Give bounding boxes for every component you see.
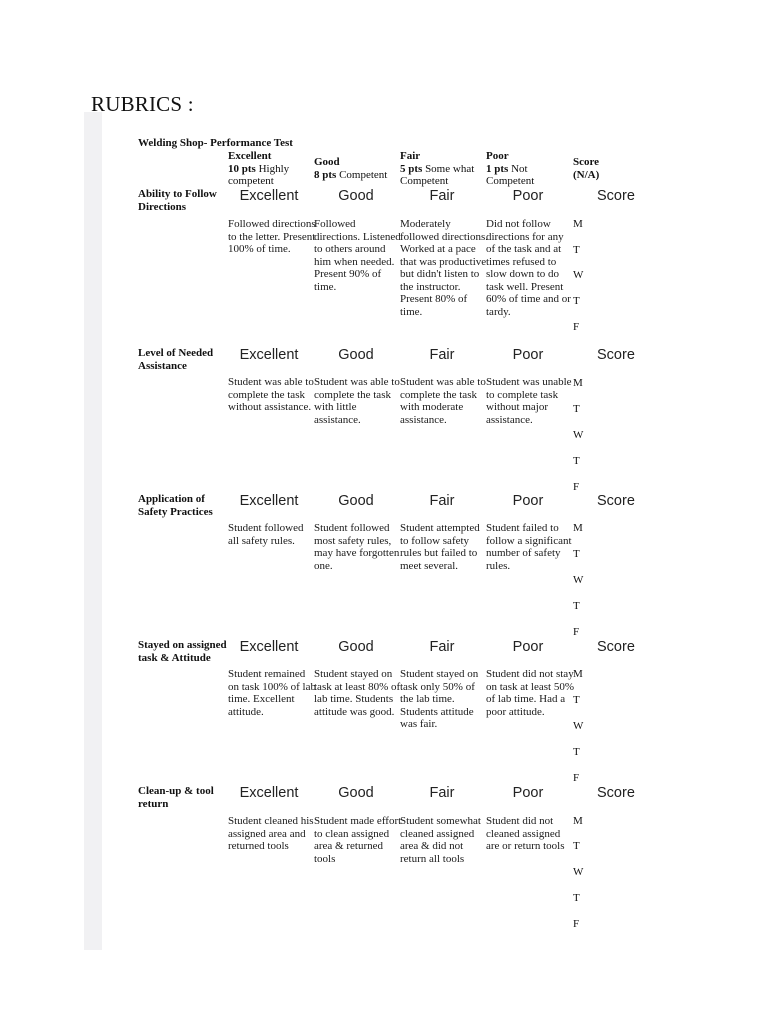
description-poor: Student did not cleaned assigned are or return tools (486, 815, 565, 852)
header-level-pts: 5 pts (400, 162, 423, 175)
level-label-fair: Fair (429, 639, 455, 655)
level-label-poor: Poor (512, 639, 544, 655)
level-label-excellent: Excellent (239, 785, 299, 801)
day-monday: M (573, 668, 583, 680)
header-level-desc: Some what Competent (400, 162, 475, 187)
level-label-fair: Fair (429, 347, 455, 363)
criterion-name: Stayed on assigned task & Attitude (138, 639, 227, 664)
level-label-poor: Poor (512, 347, 544, 363)
header-level-pts: 1 pts (486, 162, 509, 175)
day-wednesday: W (573, 269, 584, 281)
level-label-excellent: Excellent (239, 639, 299, 655)
description-good: Followed directions. Listened to others around him when needed. Present 90% of time. (314, 218, 401, 293)
level-label-good: Good (338, 347, 374, 363)
level-label-good: Good (338, 639, 374, 655)
header-level-name: Fair (400, 150, 421, 162)
header-poor (486, 150, 576, 188)
description-good: Student stayed on task at least 80% of lab time. Students attitude was good. (314, 668, 401, 718)
score-label: Score (597, 347, 635, 363)
header-good (314, 156, 404, 181)
description-fair: Student stayed on task only 50% of the lab time. Students attitude was fair. (400, 668, 479, 730)
header-fair (400, 150, 490, 188)
day-wednesday: W (573, 720, 584, 732)
level-label-fair: Fair (429, 493, 455, 509)
description-good: Student followed most safety rules, may have forgotten one. (314, 522, 400, 572)
criterion-name: Ability to Follow Directions (138, 188, 217, 213)
criterion-name: Clean-up & tool return (138, 785, 214, 810)
day-monday: M (573, 377, 583, 389)
description-poor: Student was unable to complete task without major assistance. (486, 376, 572, 426)
description-poor: Did not follow directions for any of the task and at times refused to slow down to do task well. Present 60% of time and or tardy. (486, 218, 571, 318)
score-label: Score (597, 639, 635, 655)
day-friday: F (573, 626, 580, 638)
day-wednesday: W (573, 574, 584, 586)
header-score: Score (N/A) (573, 156, 600, 181)
description-excellent: Followed directions to the letter. Present 100% of time. (228, 218, 316, 255)
day-friday: F (573, 772, 580, 784)
description-good: Student was able to complete the task with little assistance. (314, 376, 400, 426)
day-tuesday: T (573, 694, 580, 706)
header-level-desc: Competent (339, 168, 388, 181)
criterion-name: Level of Needed Assistance (138, 347, 214, 372)
description-poor: Student did not stay on task at least 50% of lab time. Had a poor attitude. (486, 668, 574, 718)
day-thursday: T (573, 892, 580, 904)
day-tuesday: T (573, 244, 580, 256)
level-label-good: Good (338, 188, 374, 204)
description-fair: Moderately followed directions. Worked at a pace that was productive but didn't listen to the instructor. Present 80% of time. (400, 218, 488, 318)
description-good: Student made effort to clean assigned area & returned tools (314, 815, 402, 865)
criterion-name: Application of Safety Practices (138, 493, 213, 518)
score-label: Score (597, 493, 635, 509)
header-level-name: Excellent (228, 150, 272, 162)
rubric-title: Welding Shop- Performance Test (138, 137, 293, 149)
header-level-name: Good (314, 156, 340, 168)
level-label-good: Good (338, 785, 374, 801)
level-label-poor: Poor (512, 188, 544, 204)
header-level-pts: 8 pts (314, 168, 337, 181)
header-level-desc: Highly competent (228, 162, 290, 187)
day-tuesday: T (573, 548, 580, 560)
description-excellent: Student followed all safety rules. (228, 522, 304, 547)
header-level-pts: 10 pts (228, 162, 256, 175)
day-thursday: T (573, 295, 580, 307)
description-fair: Student somewhat cleaned assigned area & did not return all tools (400, 815, 481, 865)
day-monday: M (573, 815, 583, 827)
day-tuesday: T (573, 840, 580, 852)
level-label-poor: Poor (512, 785, 544, 801)
day-friday: F (573, 481, 580, 493)
day-thursday: T (573, 746, 580, 758)
day-thursday: T (573, 600, 580, 612)
description-fair: Student was able to complete the task with moderate assistance. (400, 376, 486, 426)
level-label-fair: Fair (429, 188, 455, 204)
level-label-excellent: Excellent (239, 347, 299, 363)
day-monday: M (573, 218, 583, 230)
header-level-name: Poor (486, 150, 509, 162)
day-wednesday: W (573, 866, 584, 878)
day-monday: M (573, 522, 583, 534)
day-wednesday: W (573, 429, 584, 441)
description-excellent: Student was able to complete the task without assistance. (228, 376, 314, 413)
description-excellent: Student cleaned his assigned area and returned tools (228, 815, 314, 852)
level-label-excellent: Excellent (239, 188, 299, 204)
header-level-desc: Not Competent (486, 162, 535, 187)
day-friday: F (573, 321, 580, 333)
score-label: Score (597, 188, 635, 204)
level-label-excellent: Excellent (239, 493, 299, 509)
description-excellent: Student remained on task 100% of lab time. Excellent attitude. (228, 668, 316, 718)
header-excellent (228, 150, 318, 188)
description-poor: Student failed to follow a significant number of safety rules. (486, 522, 572, 572)
day-thursday: T (573, 455, 580, 467)
level-label-fair: Fair (429, 785, 455, 801)
score-label: Score (597, 785, 635, 801)
day-friday: F (573, 918, 580, 930)
page-title: RUBRICS : (91, 92, 194, 116)
day-tuesday: T (573, 403, 580, 415)
description-fair: Student attempted to follow safety rules but failed to meet several. (400, 522, 480, 572)
level-label-good: Good (338, 493, 374, 509)
level-label-poor: Poor (512, 493, 544, 509)
